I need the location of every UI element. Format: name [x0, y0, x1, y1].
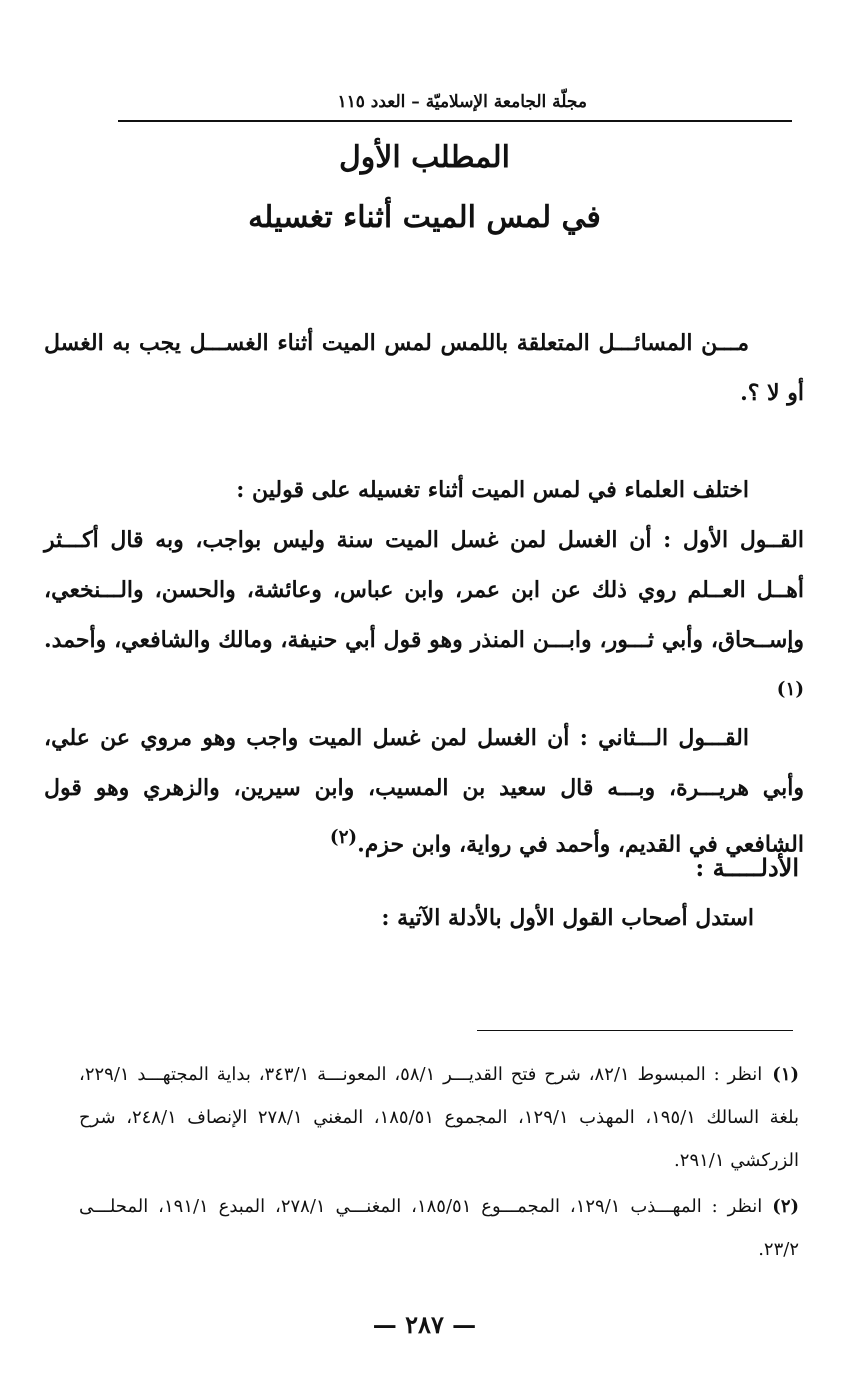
page-number: — ٢٨٧ — [372, 1310, 477, 1339]
header-rule [118, 120, 792, 122]
footnote-rule [477, 1030, 793, 1031]
first-view-paragraph [44, 465, 804, 721]
evidence-heading: الأدلـــــة : [695, 853, 799, 882]
section-title: المطلب الأول [339, 140, 510, 175]
second-view-text: القـــول الـــثاني : أن الغسل لمن غسل الميت واجب وهو مروي عن علي، وأبي هريـــرة، وبـــه قال سعيد بن المسيب، وابن سيرين، والزهري وهو قول الشافعي في القديم، وأحمد في رواية، وابن حزم. [44, 725, 804, 858]
footnote-ref-2[interactable]: (٢) [329, 827, 358, 848]
footnote-ref-1[interactable]: (١) [776, 679, 804, 700]
section-subtitle: في لمس الميت أثناء تغسيله [248, 200, 601, 235]
evidence-intro: استدل أصحاب القول الأول بالأدلة الآتية : [381, 905, 754, 931]
dispute-intro: اختلف العلماء في لمس الميت أثناء تغسيله على قولين : [236, 477, 749, 503]
footnote-text: انظر : المبسوط ٨٢/١، شرح فتح القديـــر ٥٨/١، المعونـــة ٣٤٣/١، بداية المجتهـــد ٢٢٩/١، بلغة السالك ١٩٥/١، المهذب ١٢٩/١، المجموع ١٨٥/٥١، المغني ٢٧٨/١ الإنصاف ٢٤٨/١، شرح الزركشي ٢٩١/١. [79, 1064, 799, 1171]
footnote-2 [79, 1185, 799, 1271]
footnote-marker: (١) [772, 1064, 800, 1085]
footnote-marker: (٢) [772, 1196, 800, 1217]
footnote-1 [79, 1053, 799, 1182]
running-header: مجلّة الجامعة الإسلاميّة – العدد ١١٥ [337, 92, 587, 112]
intro-paragraph: مـــن المسائـــل المتعلقة باللمس لمس الميت أثناء الغســـل يجب به الغسل أو لا ؟. [44, 330, 804, 406]
second-view-paragraph [44, 713, 804, 869]
first-view-text: القــول الأول : أن الغسل لمن غسل الميت سنة وليس بواجب، وبه قال أكـــثر أهــل العــلم روي ذلك عن ابن عمر، وابن عباس، وعائشة، والحسن، والـــنخعي، وإســحاق، وأبي ثـــور، وابـــن المنذر وهو قول أبي حنيفة، ومالك والشافعي، وأحمد. [44, 527, 804, 653]
footnote-text: انظر : المهـــذب ١٢٩/١، المجمـــوع ١٨٥/٥١، المغنـــي ٢٧٨/١، المبدع ١٩١/١، المحلـــى ٢٣/٢. [79, 1196, 799, 1260]
